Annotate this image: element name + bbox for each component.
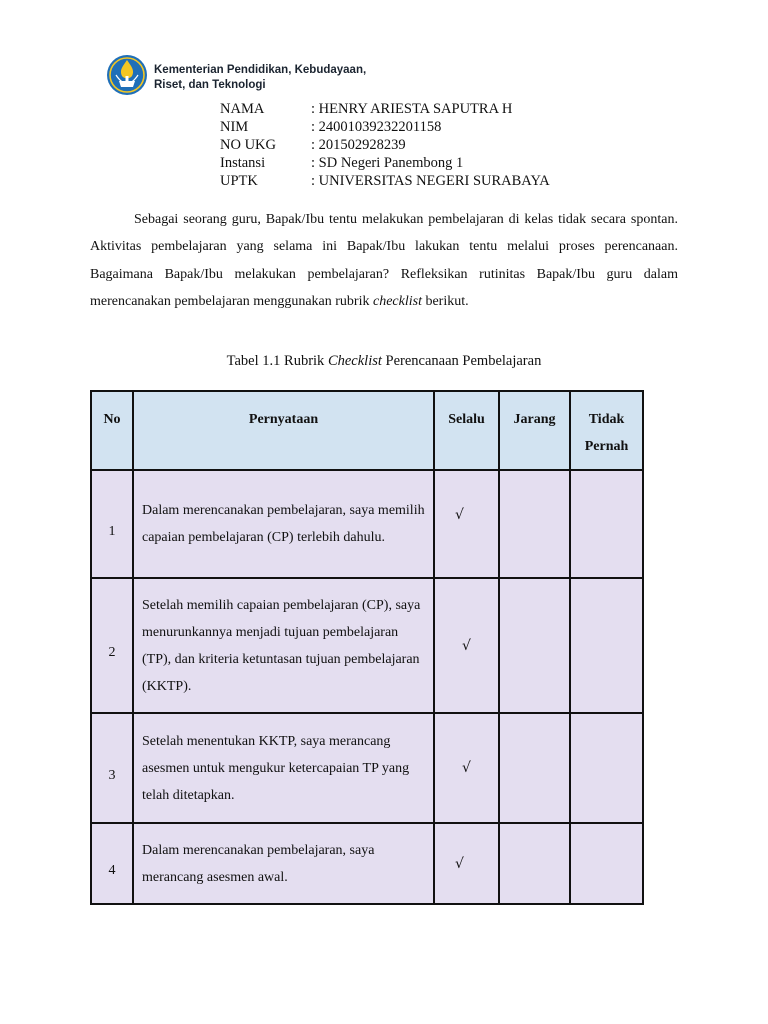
- ministry-logo: [106, 54, 367, 100]
- row-jarang-cell: [499, 578, 570, 713]
- table-row: [91, 470, 643, 578]
- identity-row-no-ukg: [220, 136, 550, 154]
- row-selalu-cell: [434, 713, 499, 823]
- identity-value: : UNIVERSITAS NEGERI SURABAYA: [311, 173, 550, 189]
- identity-value: : 24001039232201158: [311, 119, 442, 135]
- identity-row-instansi: [220, 154, 550, 172]
- identity-label: Instansi: [220, 155, 266, 171]
- identity-row-nama: [220, 100, 550, 118]
- checklist-table: [90, 390, 644, 905]
- caption-text: Tabel 1.1 Rubrik: [226, 353, 328, 369]
- ministry-name-line1: Kementerian Pendidikan, Kebudayaan,: [154, 64, 367, 76]
- row-statement: Dalam merencanakan pembelajaran, saya memilih capaian pembelajaran (CP) terlebih dahulu.: [133, 470, 434, 578]
- row-selalu-cell: [434, 823, 499, 904]
- row-tidak-pernah-cell: [570, 823, 643, 904]
- header-never-line2: Pernah: [584, 439, 629, 454]
- paragraph-text-end: berikut.: [421, 293, 469, 309]
- row-statement: Setelah menentukan KKTP, saya merancang asesmen untuk mengukur ketercapaian TP yang telah ditetapkan.: [133, 713, 434, 823]
- row-tidak-pernah-cell: [570, 713, 643, 823]
- paragraph-italic-term: checklist: [372, 293, 422, 309]
- identity-value: : 201502928239: [311, 137, 406, 153]
- row-tidak-pernah-cell: [570, 578, 643, 713]
- row-number: 2: [91, 578, 133, 713]
- identity-label: NAMA: [220, 101, 265, 117]
- row-selalu-cell: [434, 578, 499, 713]
- table-header-row: [91, 391, 643, 470]
- paragraph-text: Sebagai seorang guru, Bapak/Ibu tentu melakukan pembelajaran di kelas tidak secara spontan. Aktivitas pembelajaran yang selama ini Bapak/Ibu lakukan tentu melalui proses perencanaan. Bagaimana Bapak/Ibu melakukan pembelajaran? Refleksikan rutinitas Bapak/Ibu guru dalam merencanakan pembelajaran menggunakan rubrik: [90, 212, 678, 309]
- instruction-paragraph: [90, 206, 678, 315]
- row-jarang-cell: [499, 713, 570, 823]
- identity-value: : SD Negeri Panembong 1: [311, 155, 464, 171]
- table-row: [91, 578, 643, 713]
- table-caption: [0, 353, 768, 370]
- header-no: No: [91, 391, 133, 470]
- check-mark-icon: √: [462, 760, 471, 776]
- header-always: Selalu: [434, 391, 499, 470]
- header-never-line1: Tidak: [588, 412, 625, 427]
- check-mark-icon: √: [455, 855, 464, 872]
- row-number: 1: [91, 470, 133, 578]
- row-jarang-cell: [499, 470, 570, 578]
- ministry-name-line2: Riset, dan Teknologi: [154, 79, 266, 91]
- header-statement: Pernyataan: [133, 391, 434, 470]
- row-number: 4: [91, 823, 133, 904]
- header-rarely: Jarang: [499, 391, 570, 470]
- row-jarang-cell: [499, 823, 570, 904]
- header-never: [570, 391, 643, 470]
- identity-row-uptk: [220, 172, 550, 190]
- identity-label: NO UKG: [220, 137, 276, 153]
- caption-italic-term: Checklist: [327, 353, 382, 369]
- check-mark-icon: √: [455, 507, 464, 523]
- identity-label: UPTK: [220, 173, 258, 189]
- ministry-name: [154, 63, 366, 93]
- identity-row-nim: [220, 118, 550, 136]
- row-selalu-cell: [434, 470, 499, 578]
- table-row: [91, 713, 643, 823]
- identity-block: [220, 100, 550, 190]
- row-tidak-pernah-cell: [570, 470, 643, 578]
- row-statement: Dalam merencanakan pembelajaran, saya merancang asesmen awal.: [133, 823, 434, 904]
- identity-label: NIM: [220, 119, 249, 135]
- caption-text-end: Perencanaan Pembelajaran: [381, 353, 542, 369]
- row-statement: Setelah memilih capaian pembelajaran (CP), saya menurunkannya menjadi tujuan pembelajaran (TP), dan kriteria ketuntasan tujuan pembelajaran (KKTP).: [133, 578, 434, 713]
- row-number: 3: [91, 713, 133, 823]
- tut-wuri-handayani-emblem-icon: [106, 54, 148, 96]
- check-mark-icon: √: [462, 637, 471, 654]
- table-row: [91, 823, 643, 904]
- identity-value: : HENRY ARIESTA SAPUTRA H: [311, 101, 513, 117]
